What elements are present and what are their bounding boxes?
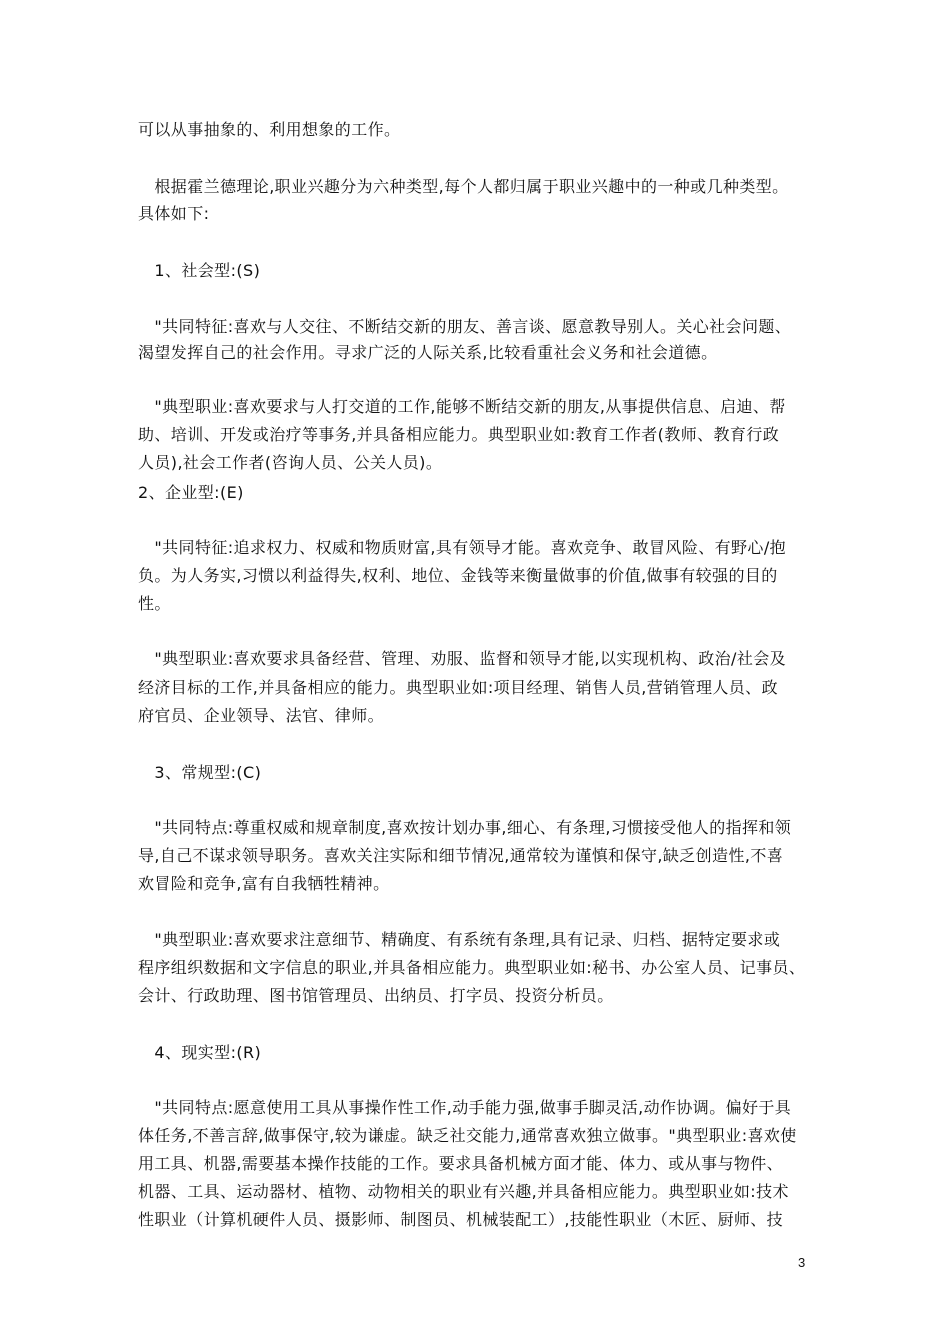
text-line: 体任务,不善言辞,做事保守,较为谦虚。缺乏社交能力,通常喜欢独立做事。"典型职业:喜欢使 [138,1126,797,1145]
section-heading: 4、现实型:(R) [138,1043,262,1062]
section-heading: 2、企业型:(E) [138,483,244,502]
text-line: 府官员、企业领导、法官、律师。 [138,706,385,725]
text-line: "共同特征:追求权力、权威和物质财富,具有领导才能。喜欢竞争、敢冒风险、有野心/抱 [138,538,787,557]
text-line: 可以从事抽象的、利用想象的工作。 [138,120,401,139]
text-line: "共同特点:愿意使用工具从事操作性工作,动手能力强,做事手脚灵活,动作协调。偏好于具 [138,1098,792,1117]
section-heading: 1、社会型:(S) [138,261,261,280]
section-heading: 3、常规型:(C) [138,763,262,782]
page-number: 3 [798,1255,806,1270]
text-line: "典型职业:喜欢要求与人打交道的工作,能够不断结交新的朋友,从事提供信息、启迪、帮 [138,397,786,416]
text-line: "典型职业:喜欢要求具备经营、管理、劝服、监督和领导才能,以实现机构、政治/社会及 [138,649,787,668]
text-line: 性职业（计算机硬件人员、摄影师、制图员、机械装配工）,技能性职业（木匠、厨师、技 [138,1210,784,1229]
text-line: "共同特征:喜欢与人交往、不断结交新的朋友、善言谈、愿意教导别人。关心社会问题、 [138,317,792,336]
text-line: 会计、行政助理、图书馆管理员、出纳员、打字员、投资分析员。 [138,986,614,1005]
text-line: 根据霍兰德理论,职业兴趣分为六种类型,每个人都归属于职业兴趣中的一种或几种类型。 [138,177,789,196]
text-line: 经济目标的工作,并具备相应的能力。典型职业如:项目经理、销售人员,营销管理人员、政 [138,678,778,697]
text-line: 具体如下: [138,204,210,223]
text-line: 助、培训、开发或治疗等事务,并具备相应能力。典型职业如:教育工作者(教师、教育行政 [138,425,780,444]
text-line: 用工具、机器,需要基本操作技能的工作。要求具备机械方面才能、体力、或从事与物件、 [138,1154,784,1173]
text-line: 程序组织数据和文字信息的职业,并具备相应能力。典型职业如:秘书、办公室人员、记事员、 [138,958,806,977]
text-line: 导,自己不谋求领导职务。喜欢关注实际和细节情况,通常较为谨慎和保守,缺乏创造性,不喜 [138,846,784,865]
text-line: 欢冒险和竞争,富有自我牺牲精神。 [138,874,390,893]
text-line: 渴望发挥自己的社会作用。寻求广泛的人际关系,比较看重社会义务和社会道德。 [138,343,718,362]
text-line: "典型职业:喜欢要求注意细节、精确度、有系统有条理,具有记录、归档、据特定要求或 [138,930,781,949]
text-line: 机器、工具、运动器材、植物、动物相关的职业有兴趣,并具备相应能力。典型职业如:技术 [138,1182,789,1201]
text-line: "共同特点:尊重权威和规章制度,喜欢按计划办事,细心、有条理,习惯接受他人的指挥和领 [138,818,792,837]
text-line: 人员),社会工作者(咨询人员、公关人员)。 [138,453,443,472]
text-line: 性。 [138,594,171,613]
text-line: 负。为人务实,习惯以利益得失,权利、地位、金钱等来衡量做事的价值,做事有较强的目的 [138,566,778,585]
